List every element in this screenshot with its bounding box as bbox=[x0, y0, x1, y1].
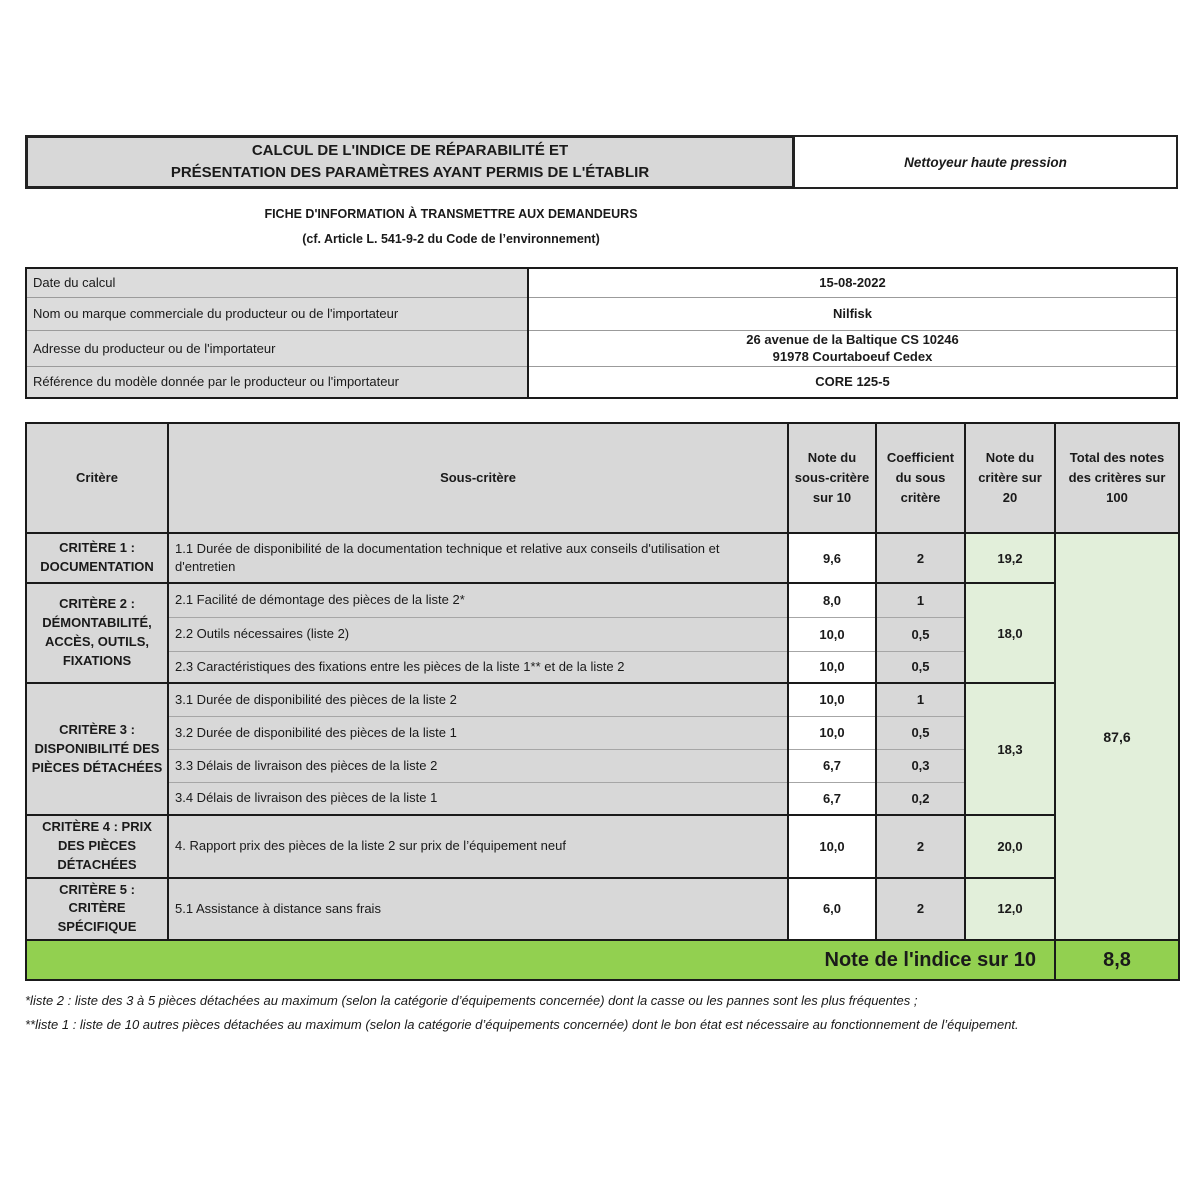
document-title-line1: CALCUL DE L'INDICE DE RÉPARABILITÉ ET bbox=[251, 141, 569, 159]
note20-criterion-1: 19,2 bbox=[965, 533, 1055, 583]
note20-criterion-2: 18,0 bbox=[965, 583, 1055, 683]
sub-criterion-1-1: 1.1 Durée de disponibilité de la documentation technique et relative aux conseils d'utilisation et d'entretien bbox=[168, 533, 788, 583]
header-note-critere: Note du critère sur 20 bbox=[965, 423, 1055, 533]
sub-criterion-3-4: 3.4 Délais de livraison des pièces de la liste 1 bbox=[168, 782, 788, 815]
sub-criterion-4: 4. Rapport prix des pièces de la liste 2 sur prix de l’équipement neuf bbox=[168, 815, 788, 878]
table-row bbox=[26, 366, 1177, 398]
info-value-date: 15-08-2022 bbox=[528, 268, 1177, 297]
note10-3-3: 6,7 bbox=[788, 749, 876, 782]
document-title bbox=[25, 135, 795, 189]
coeff-4: 2 bbox=[876, 815, 965, 878]
info-label-model: Référence du modèle donnée par le producteur ou l'importateur bbox=[26, 366, 528, 398]
note10-4: 10,0 bbox=[788, 815, 876, 878]
table-row bbox=[26, 878, 1179, 941]
note20-criterion-5: 12,0 bbox=[965, 878, 1055, 941]
coeff-3-3: 0,3 bbox=[876, 749, 965, 782]
coeff-2-2: 0,5 bbox=[876, 617, 965, 651]
note10-3-2: 10,0 bbox=[788, 716, 876, 749]
note20-criterion-4: 20,0 bbox=[965, 815, 1055, 878]
coeff-2-1: 1 bbox=[876, 583, 965, 617]
info-value-brand: Nilfisk bbox=[528, 297, 1177, 330]
sub-criterion-3-1: 3.1 Durée de disponibilité des pièces de la liste 2 bbox=[168, 683, 788, 716]
header-sous-critere: Sous-critère bbox=[168, 423, 788, 533]
table-row bbox=[26, 815, 1179, 878]
info-label-date: Date du calcul bbox=[26, 268, 528, 297]
sub-criterion-3-2: 3.2 Durée de disponibilité des pièces de la liste 1 bbox=[168, 716, 788, 749]
table-row bbox=[26, 330, 1177, 366]
header-critere: Critère bbox=[26, 423, 168, 533]
header-coefficient: Coefficient du sous critère bbox=[876, 423, 965, 533]
criteria-table bbox=[25, 422, 1180, 981]
sub-criterion-5-1: 5.1 Assistance à distance sans frais bbox=[168, 878, 788, 941]
footnote-liste2: *liste 2 : liste des 3 à 5 pièces détachées au maximum (selon la catégorie d’équipements concernée) dont la casse ou les pannes sont les plus fréquentes ; bbox=[25, 993, 918, 1009]
coeff-2-3: 0,5 bbox=[876, 651, 965, 683]
info-label-brand: Nom ou marque commerciale du producteur ou de l'importateur bbox=[26, 297, 528, 330]
product-info-table bbox=[25, 267, 1178, 399]
coeff-3-4: 0,2 bbox=[876, 782, 965, 815]
final-index-label: Note de l'indice sur 10 bbox=[26, 940, 1055, 980]
note10-1-1: 9,6 bbox=[788, 533, 876, 583]
note10-2-2: 10,0 bbox=[788, 617, 876, 651]
coeff-5-1: 2 bbox=[876, 878, 965, 941]
note10-3-4: 6,7 bbox=[788, 782, 876, 815]
coeff-1-1: 2 bbox=[876, 533, 965, 583]
criterion-5-label: CRITÈRE 5 : CRITÈRE SPÉCIFIQUE bbox=[26, 878, 168, 941]
table-row bbox=[26, 297, 1177, 330]
criterion-2-label: CRITÈRE 2 : DÉMONTABILITÉ, ACCÈS, OUTILS, FIXATIONS bbox=[26, 583, 168, 683]
subtitle-line2: (cf. Article L. 541-9-2 du Code de l’environnement) bbox=[302, 232, 600, 246]
note10-2-1: 8,0 bbox=[788, 583, 876, 617]
footnotes bbox=[25, 993, 1178, 1034]
header-total: Total des notes des critères sur 100 bbox=[1055, 423, 1179, 533]
document-subtitle bbox=[25, 207, 877, 246]
info-value-address bbox=[528, 330, 1177, 366]
final-index-value: 8,8 bbox=[1055, 940, 1179, 980]
sub-criterion-2-1: 2.1 Facilité de démontage des pièces de la liste 2* bbox=[168, 583, 788, 617]
title-row bbox=[25, 135, 1178, 189]
document-title-line2: PRÉSENTATION DES PARAMÈTRES AYANT PERMIS DE L'ÉTABLIR bbox=[170, 164, 650, 181]
total-sur-100: 87,6 bbox=[1055, 533, 1179, 940]
info-value-model: CORE 125-5 bbox=[528, 366, 1177, 398]
sub-criterion-2-2: 2.2 Outils nécessaires (liste 2) bbox=[168, 617, 788, 651]
table-row bbox=[26, 583, 1179, 617]
note10-3-1: 10,0 bbox=[788, 683, 876, 716]
coeff-3-1: 1 bbox=[876, 683, 965, 716]
final-index-row bbox=[26, 940, 1179, 980]
criterion-4-label: CRITÈRE 4 : PRIX DES PIÈCES DÉTACHÉES bbox=[26, 815, 168, 878]
note20-criterion-3: 18,3 bbox=[965, 683, 1055, 815]
table-header-row bbox=[26, 423, 1179, 533]
table-row bbox=[26, 533, 1179, 583]
note10-2-3: 10,0 bbox=[788, 651, 876, 683]
subtitle-line1: FICHE D'INFORMATION À TRANSMETTRE AUX DEMANDEURS bbox=[264, 207, 638, 221]
product-category: Nettoyeur haute pression bbox=[795, 135, 1178, 189]
criterion-3-label: CRITÈRE 3 : DISPONIBILITÉ DES PIÈCES DÉTACHÉES bbox=[26, 683, 168, 815]
address-line2: 91978 Courtaboeuf Cedex bbox=[772, 349, 933, 365]
info-label-address: Adresse du producteur ou de l'importateur bbox=[26, 330, 528, 366]
footnote-liste1: **liste 1 : liste de 10 autres pièces détachées au maximum (selon la catégorie d’équipements concernée) dont le bon état est nécessaire au fonctionnement de l’équipement. bbox=[25, 1017, 1019, 1033]
sub-criterion-3-3: 3.3 Délais de livraison des pièces de la liste 2 bbox=[168, 749, 788, 782]
note10-5-1: 6,0 bbox=[788, 878, 876, 941]
address-line1: 26 avenue de la Baltique CS 10246 bbox=[746, 331, 959, 347]
header-note-sous-critere: Note du sous-critère sur 10 bbox=[788, 423, 876, 533]
sub-criterion-2-3: 2.3 Caractéristiques des fixations entre les pièces de la liste 1** et de la liste 2 bbox=[168, 651, 788, 683]
table-row bbox=[26, 683, 1179, 716]
coeff-3-2: 0,5 bbox=[876, 716, 965, 749]
table-row bbox=[26, 268, 1177, 297]
criterion-1-label: CRITÈRE 1 : DOCUMENTATION bbox=[26, 533, 168, 583]
